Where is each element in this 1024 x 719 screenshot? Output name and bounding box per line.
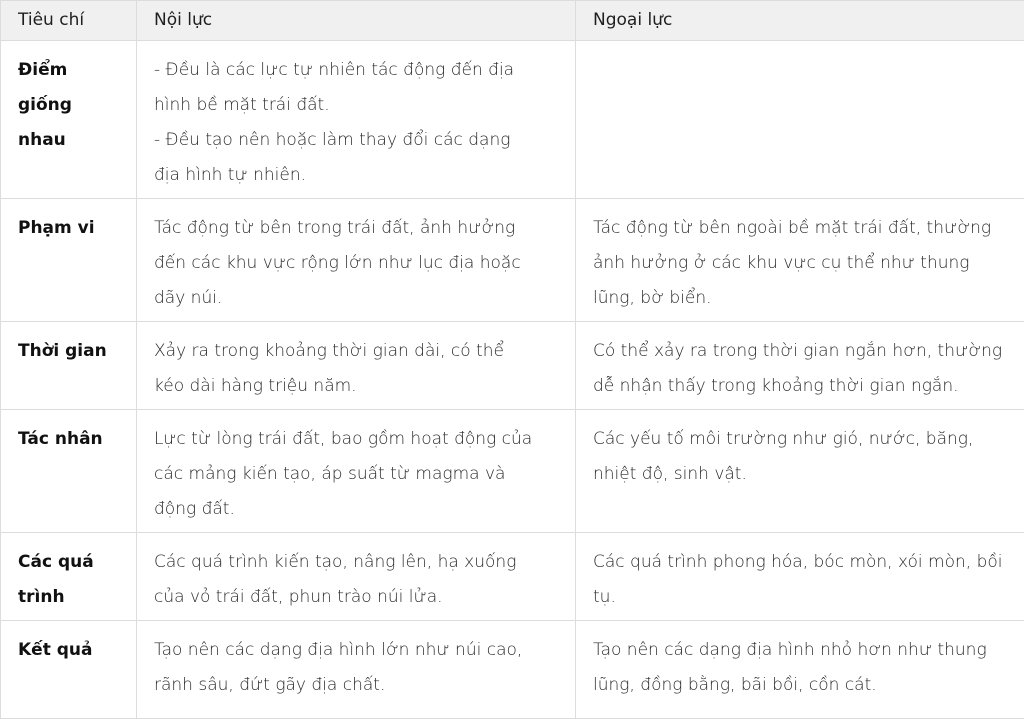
noi-luc-cell xyxy=(137,410,576,533)
noi-luc-cell xyxy=(137,621,576,719)
criterion-cell xyxy=(1,533,137,621)
ngoai-luc-cell xyxy=(576,41,1024,199)
cell-text: Tác động từ bên trong trái đất, ảnh hưởng xyxy=(154,211,558,246)
cell-text: Các yếu tố môi trường như gió, nước, băng, xyxy=(593,422,1024,457)
criterion-text: nhau xyxy=(18,123,119,158)
cell-text: Xảy ra trong khoảng thời gian dài, có thể xyxy=(154,334,558,369)
ngoai-luc-cell xyxy=(576,621,1024,719)
table-row xyxy=(1,322,1024,410)
cell-text: kéo dài hàng triệu năm. xyxy=(154,369,558,404)
table-row xyxy=(1,621,1024,719)
cell-text: Tạo nên các dạng địa hình lớn như núi cao, xyxy=(154,633,558,668)
cell-text: Tác động từ bên ngoài bề mặt trái đất, thường xyxy=(593,211,1024,246)
criterion-text: giống xyxy=(18,88,119,123)
cell-text: lũng, bờ biển. xyxy=(593,281,1024,316)
cell-text: địa hình tự nhiên. xyxy=(154,158,558,193)
criterion-text: Thời gian xyxy=(18,334,119,369)
header-criterion: Tiêu chí xyxy=(1,1,137,41)
criterion-cell xyxy=(1,410,137,533)
criterion-cell xyxy=(1,199,137,322)
cell-text: hình bề mặt trái đất. xyxy=(154,88,558,123)
header-noi-luc: Nội lực xyxy=(137,1,576,41)
ngoai-luc-cell xyxy=(576,322,1024,410)
header-ngoai-luc: Ngoại lực xyxy=(576,1,1024,41)
cell-text: của vỏ trái đất, phun trào núi lửa. xyxy=(154,580,558,615)
ngoai-luc-cell xyxy=(576,410,1024,533)
table-row xyxy=(1,41,1024,199)
criterion-text: Tác nhân xyxy=(18,422,119,457)
cell-text: tụ. xyxy=(593,580,1024,615)
criterion-text: Các quá xyxy=(18,545,119,580)
noi-luc-cell xyxy=(137,199,576,322)
cell-text: Tạo nên các dạng địa hình nhỏ hơn như thung xyxy=(593,633,1024,668)
criterion-text: trình xyxy=(18,580,119,615)
cell-text: dãy núi. xyxy=(154,281,558,316)
cell-text: Có thể xảy ra trong thời gian ngắn hơn, thường xyxy=(593,334,1024,369)
cell-text: rãnh sâu, đứt gãy địa chất. xyxy=(154,668,558,703)
criterion-text: Kết quả xyxy=(18,633,119,668)
table-row xyxy=(1,199,1024,322)
criterion-text: Phạm vi xyxy=(18,211,119,246)
noi-luc-cell xyxy=(137,533,576,621)
cell-text: dễ nhận thấy trong khoảng thời gian ngắn. xyxy=(593,369,1024,404)
cell-text: động đất. xyxy=(154,492,558,527)
cell-text: nhiệt độ, sinh vật. xyxy=(593,457,1024,492)
cell-text: các mảng kiến tạo, áp suất từ magma và xyxy=(154,457,558,492)
cell-text: Các quá trình phong hóa, bóc mòn, xói mòn, bồi xyxy=(593,545,1024,580)
cell-text: Các quá trình kiến tạo, nâng lên, hạ xuống xyxy=(154,545,558,580)
ngoai-luc-cell xyxy=(576,533,1024,621)
noi-luc-cell xyxy=(137,322,576,410)
criterion-text: Điểm xyxy=(18,53,119,88)
criterion-cell xyxy=(1,621,137,719)
cell-text: - Đều tạo nên hoặc làm thay đổi các dạng xyxy=(154,123,558,158)
header-row xyxy=(1,1,1024,41)
table-row xyxy=(1,410,1024,533)
noi-luc-cell xyxy=(137,41,576,199)
criterion-cell xyxy=(1,322,137,410)
ngoai-luc-cell xyxy=(576,199,1024,322)
criterion-cell xyxy=(1,41,137,199)
cell-text: - Đều là các lực tự nhiên tác động đến địa xyxy=(154,53,558,88)
cell-text: lũng, đồng bằng, bãi bồi, cồn cát. xyxy=(593,668,1024,703)
cell-text: đến các khu vực rộng lớn như lục địa hoặc xyxy=(154,246,558,281)
table-row xyxy=(1,533,1024,621)
cell-text: ảnh hưởng ở các khu vực cụ thể như thung xyxy=(593,246,1024,281)
cell-text: Lực từ lòng trái đất, bao gồm hoạt động của xyxy=(154,422,558,457)
